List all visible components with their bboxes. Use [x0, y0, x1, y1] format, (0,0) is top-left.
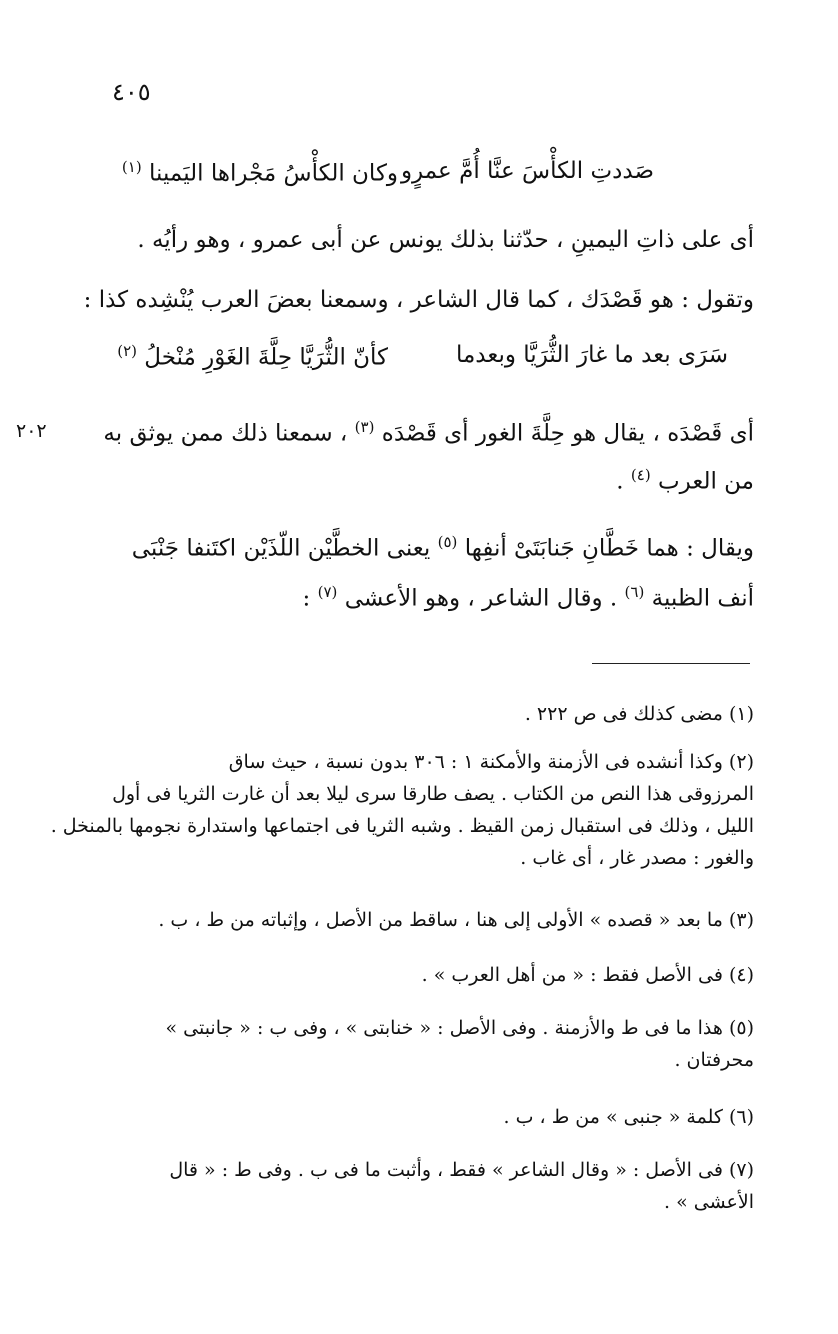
- paragraph-3-text-a: أى قَصْدَه ، يقال هو حِلَّةَ الغور أى قَصْدَه: [381, 420, 754, 447]
- footnote-1: (١) مضى كذلك فى ص ٢٢٢ .: [524, 703, 754, 725]
- verse1-second-hemistich-text: وكان الكأْسُ مَجْراها اليَمينا: [149, 160, 398, 187]
- footnote-separator: [592, 663, 750, 664]
- paragraph-1: أى على ذاتِ اليمينِ ، حدّثنا بذلك يونس عن أبى عمرو ، وهو رأيُه .: [137, 227, 754, 253]
- footnote-7-line-2: الأعشى » .: [664, 1191, 754, 1213]
- footnote-7-line-1: (٧) فى الأصل : « وقال الشاعر » فقط ، وأثبت ما فى ب . وفى ط : « قال: [169, 1159, 754, 1181]
- verse2-first-hemistich: [456, 342, 728, 368]
- verse2-second-hemistich: [117, 342, 388, 371]
- footnote-ref-5: (٥): [437, 533, 458, 551]
- paragraph-4-text-c: أنف الظبية: [651, 585, 754, 612]
- paragraph-4-text-d: . وقال الشاعر ، وهو الأعشى: [344, 585, 618, 612]
- footnote-5-line-1: (٥) هذا ما فى ط والأزمنة . وفى الأصل : « خنابتى » ، وفى ب : « جانبتى »: [165, 1017, 754, 1039]
- paragraph-4-text-e: :: [302, 585, 311, 612]
- verse1-second-hemistich: [122, 158, 398, 187]
- footnote-6: (٦) كلمة « جنبى » من ط ، ب .: [503, 1106, 754, 1128]
- paragraph-4-line-2: [303, 575, 754, 617]
- footnote-2-line-1: (٢) وكذا أنشده فى الأزمنة والأمكنة ١ : ٣٠٦ بدون نسبة ، حيث ساق: [228, 751, 754, 773]
- paragraph-2: وتقول : هو قَصْدَك ، كما قال الشاعر ، وسمعنا بعضَ العرب يُنْشِده كذا :: [83, 287, 754, 313]
- paragraph-4-text-b: يعنى الخطَّيْن اللّذَيْن اكتَنفا جَنْبَى: [131, 535, 431, 562]
- paragraph-4-text-a: ويقال : هما خَطَّانِ جَنابَتَىْ أنفِها: [464, 535, 754, 562]
- footnote-ref-7: (٧): [317, 583, 338, 601]
- verse2-first-hemistich-text: سَرَى بعد ما غارَ الثُّرَيَّا وبعدما: [455, 342, 728, 368]
- verse2-second-hemistich-text: كأنّ الثُّرَيَّا حِلَّةَ الغَوْرِ مُنْخلُ: [144, 344, 388, 371]
- paragraph-3-text-c: من العرب: [658, 468, 754, 495]
- footnote-3: (٣) ما بعد « قصده » الأولى إلى هنا ، ساقط من الأصل ، وإثباته من ط ، ب .: [158, 909, 754, 931]
- verse1-first-hemistich: [401, 158, 654, 184]
- paragraph-3-line-2: [616, 458, 754, 500]
- footnote-ref-2: (٢): [117, 342, 137, 360]
- verse1-first-hemistich-text: صَددتِ الكأْسَ عنَّا أُمَّ عمرٍو: [400, 158, 654, 184]
- page-number: ٤٠٥: [112, 78, 151, 106]
- margin-page-number: ٢٠٢: [16, 420, 47, 442]
- paragraph-3-line-1: [103, 410, 754, 452]
- footnote-2-line-4: والغور : مصدر غار ، أى غاب .: [520, 847, 754, 869]
- footnote-ref-3: (٣): [354, 418, 375, 436]
- footnote-4: (٤) فى الأصل فقط : « من أهل العرب » .: [421, 964, 754, 986]
- paragraph-3-text-d: .: [616, 468, 624, 495]
- footnote-ref-1: (١): [121, 158, 142, 176]
- footnote-2-line-2: المرزوقى هذا النص من الكتاب . يصف طارقا سرى ليلا بعد أن غارت الثريا فى أول: [112, 783, 754, 805]
- paragraph-3-text-b: ، سمعنا ذلك ممن يوثق به: [103, 420, 348, 447]
- footnote-5-line-2: محرفتان .: [674, 1049, 754, 1071]
- footnote-2-line-3: الليل ، وذلك فى استقبال زمن القيظ . وشبه الثريا فى اجتماعها واستدارة نجومها بالمنخل .: [50, 815, 754, 837]
- footnote-ref-4: (٤): [630, 466, 651, 484]
- footnote-ref-6: (٦): [624, 583, 645, 601]
- paragraph-4-line-1: [132, 525, 754, 567]
